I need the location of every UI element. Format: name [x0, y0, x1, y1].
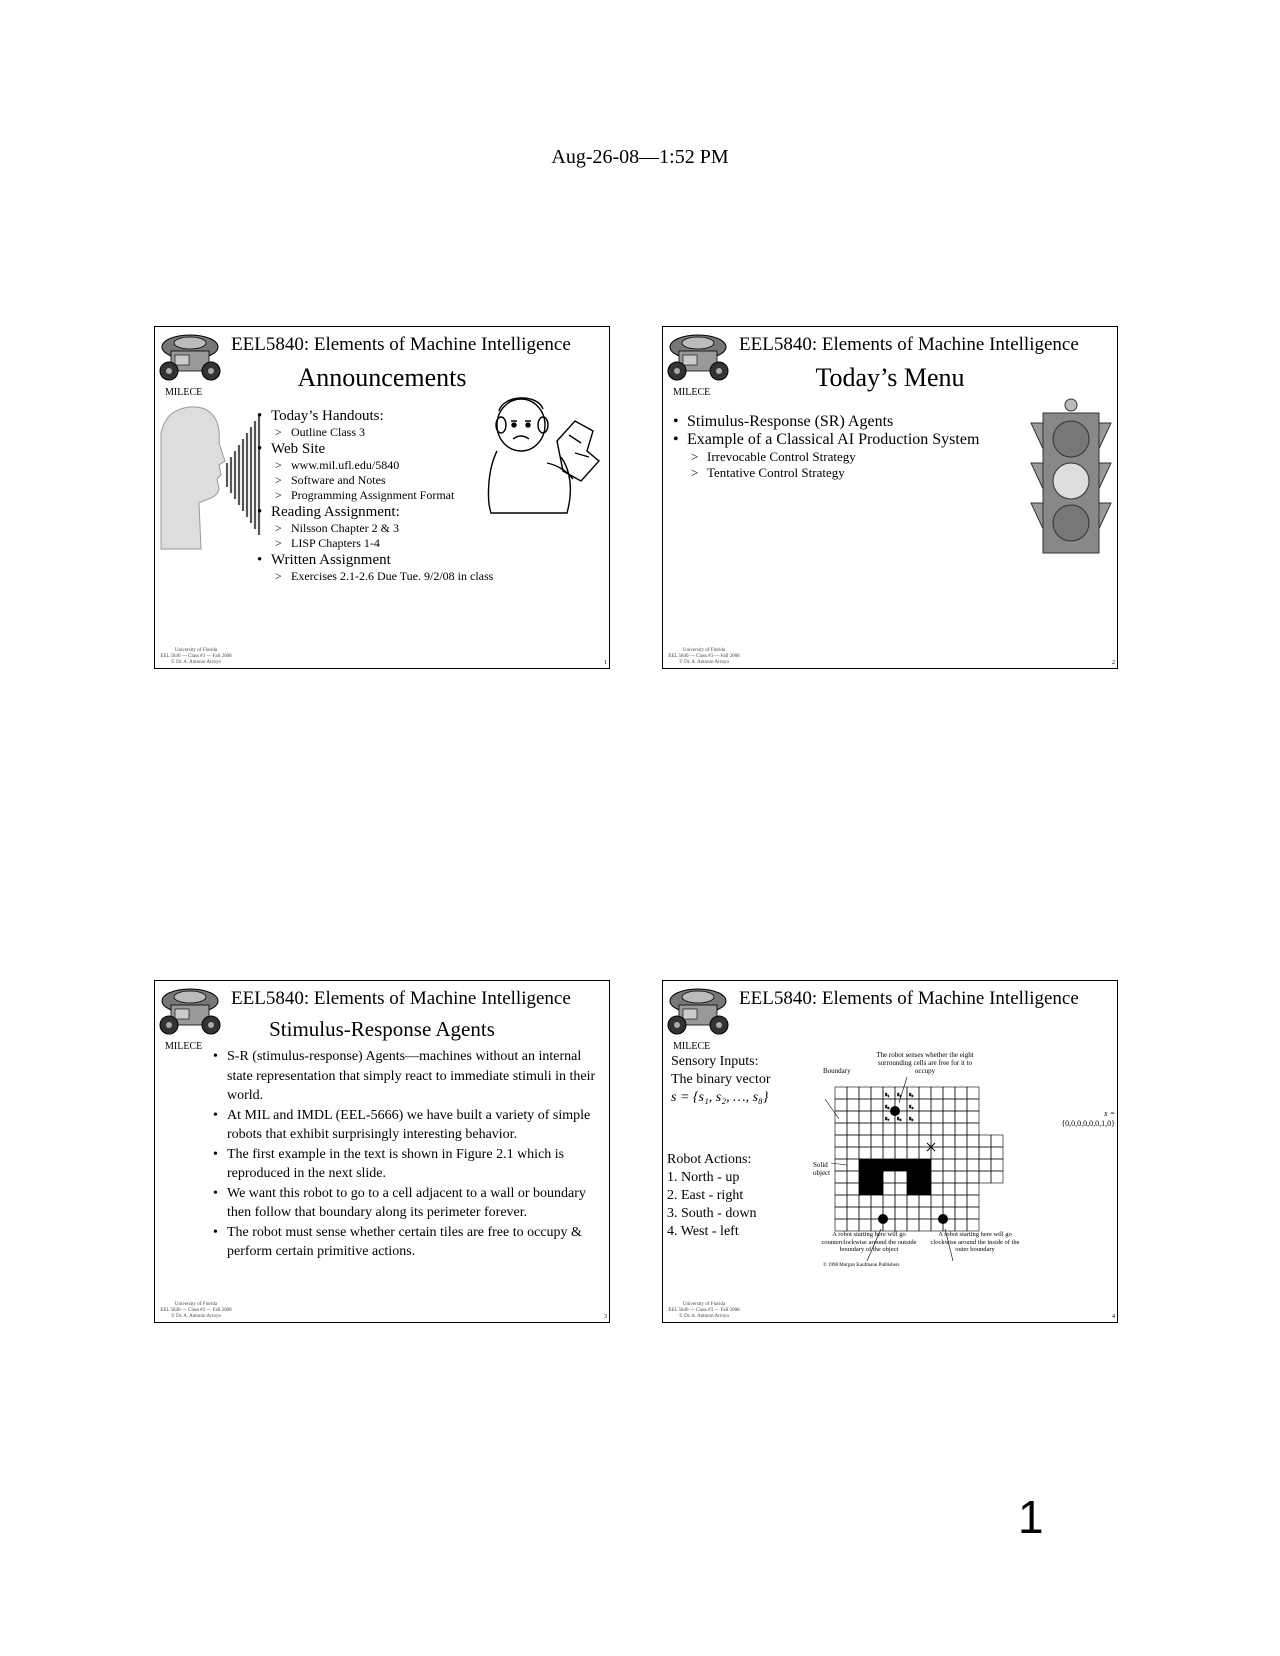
- solid-object-label: Solid object: [813, 1161, 831, 1177]
- sensory-inputs: Sensory Inputs: The binary vector s = {s₁, s₂, …, s₈}: [671, 1054, 771, 1105]
- course-title: EEL5840: Elements of Machine Intelligence: [231, 334, 571, 355]
- slide-footer: University of Florida EEL 5840 — Class #3 — Fall 2008 © Dr. A. Antonio Arroyo: [668, 1302, 740, 1319]
- slide-stimulus-response-agents: [154, 980, 610, 1323]
- x-vector-label: x =: [1104, 1109, 1115, 1118]
- sensor-cell-label: s₅: [909, 1116, 914, 1122]
- list-item: • At MIL and IMDL (EEL-5666) we have built a variety of simple robots that exhibit surprisingly interesting behavior.: [211, 1106, 607, 1145]
- traffic-light-icon: [1027, 397, 1115, 557]
- slide-todays-menu: [662, 326, 1118, 669]
- milece-label: MILECE: [673, 387, 711, 398]
- page-number: 1: [1018, 1491, 1044, 1543]
- slide-number: 2: [1112, 660, 1115, 666]
- slide-footer: University of Florida EEL 5840 — Class #3 — Fall 2008 © Dr. A. Antonio Arroyo: [668, 648, 740, 665]
- robot-position-icon: [890, 1106, 900, 1116]
- boundary-label: Boundary: [823, 1067, 851, 1075]
- course-title: EEL5840: Elements of Machine Intelligence: [739, 988, 1079, 1009]
- slide-grid-world: [662, 980, 1118, 1323]
- ccw-note: A robot starting here will go counterclockwise around the outside boundary of the object: [821, 1231, 917, 1253]
- sensor-cell-label: s₂: [897, 1092, 902, 1098]
- list-item: • Web Site: [255, 440, 555, 458]
- list-item: • Today’s Handouts:: [255, 407, 555, 425]
- robot-position-icon: [938, 1214, 948, 1224]
- course-title: EEL5840: Elements of Machine Intelligence: [739, 334, 1079, 355]
- slide-number: 3: [604, 1314, 607, 1320]
- robot-logo-icon: [665, 983, 731, 1039]
- milece-label: MILECE: [673, 1041, 711, 1052]
- header-date: Aug-26-08—1:52 PM: [551, 146, 729, 168]
- course-title: EEL5840: Elements of Machine Intelligence: [231, 988, 571, 1009]
- list-subitem: > Software and Notes: [255, 473, 555, 488]
- robot-actions: Robot Actions: 1. North - up 2. East - right 3. South - down 4. West - left: [667, 1152, 757, 1239]
- grid-world-figure: [803, 1047, 1117, 1297]
- sensor-cell-label: s₄: [909, 1104, 914, 1110]
- list-subitem: > Programming Assignment Format: [255, 488, 555, 503]
- slide-footer: University of Florida EEL 5840 — Class #3 — Fall 2008 © Dr. A. Antonio Arroyo: [160, 648, 232, 665]
- slide-title: Stimulus-Response Agents: [269, 1017, 495, 1041]
- slide-number: 4: [1112, 1314, 1115, 1320]
- list-item: • Stimulus-Response (SR) Agents: [671, 413, 991, 431]
- robot-position-icon: [878, 1214, 888, 1224]
- slide-title: Today’s Menu: [815, 363, 965, 392]
- sensor-cell-label: s₆: [897, 1116, 902, 1122]
- list-item: • We want this robot to go to a cell adjacent to a wall or boundary then follow that boundary along its perimeter forever.: [211, 1184, 607, 1223]
- list-item: • Written Assignment: [255, 551, 555, 569]
- list-subitem: > Exercises 2.1-2.6 Due Tue. 9/2/08 in class: [255, 569, 501, 584]
- list-item: • The robot must sense whether certain tiles are free to occupy & perform certain primitive actions.: [211, 1223, 607, 1262]
- milece-label: MILECE: [165, 1041, 203, 1052]
- figure-copyright: © 1998 Morgan Kaufmann Publishers: [823, 1263, 900, 1268]
- sensor-cell-label: s₈: [885, 1104, 890, 1110]
- sensor-cell-label: s₇: [885, 1116, 890, 1122]
- list-subitem: > LISP Chapters 1-4: [255, 536, 555, 551]
- list-item: • S-R (stimulus-response) Agents—machines without an internal state representation that simply react to immediate stimuli in their world.: [211, 1047, 607, 1106]
- cw-note: A robot starting here will go clockwise around the inside of the outer boundary: [930, 1231, 1020, 1253]
- slide-title: Announcements: [297, 363, 467, 392]
- list-item: • The first example in the text is shown in Figure 2.1 which is reproduced in the next slide.: [211, 1145, 607, 1184]
- sensor-cell-label: s₃: [909, 1092, 914, 1098]
- slide-announcements: [154, 326, 610, 669]
- list-subitem: > Irrevocable Control Strategy: [671, 449, 991, 465]
- sr-agents-list: [211, 1047, 607, 1262]
- x-vector-value: {0,0,0,0,0,0,1,0}: [1061, 1119, 1115, 1128]
- milece-label: MILECE: [165, 387, 203, 398]
- speaking-head-icon: [159, 403, 263, 553]
- list-subitem: > Tentative Control Strategy: [671, 465, 991, 481]
- announcement-list: [255, 407, 555, 584]
- list-subitem: > Outline Class 3: [255, 425, 555, 440]
- slide-footer: University of Florida EEL 5840 — Class #3 — Fall 2008 © Dr. A. Antonio Arroyo: [160, 1302, 232, 1319]
- menu-list: [671, 413, 991, 481]
- senses-note: The robot senses whether the eight surrounding cells are free for it to occupy: [876, 1051, 974, 1075]
- list-item: • Reading Assignment:: [255, 503, 555, 521]
- list-subitem: > www.mil.ufl.edu/5840: [255, 458, 555, 473]
- sensor-cell-label: s₁: [885, 1092, 890, 1098]
- list-subitem: > Nilsson Chapter 2 & 3: [255, 521, 555, 536]
- slide-number: 1: [604, 660, 607, 666]
- list-item: • Example of a Classical AI Production System: [671, 431, 991, 449]
